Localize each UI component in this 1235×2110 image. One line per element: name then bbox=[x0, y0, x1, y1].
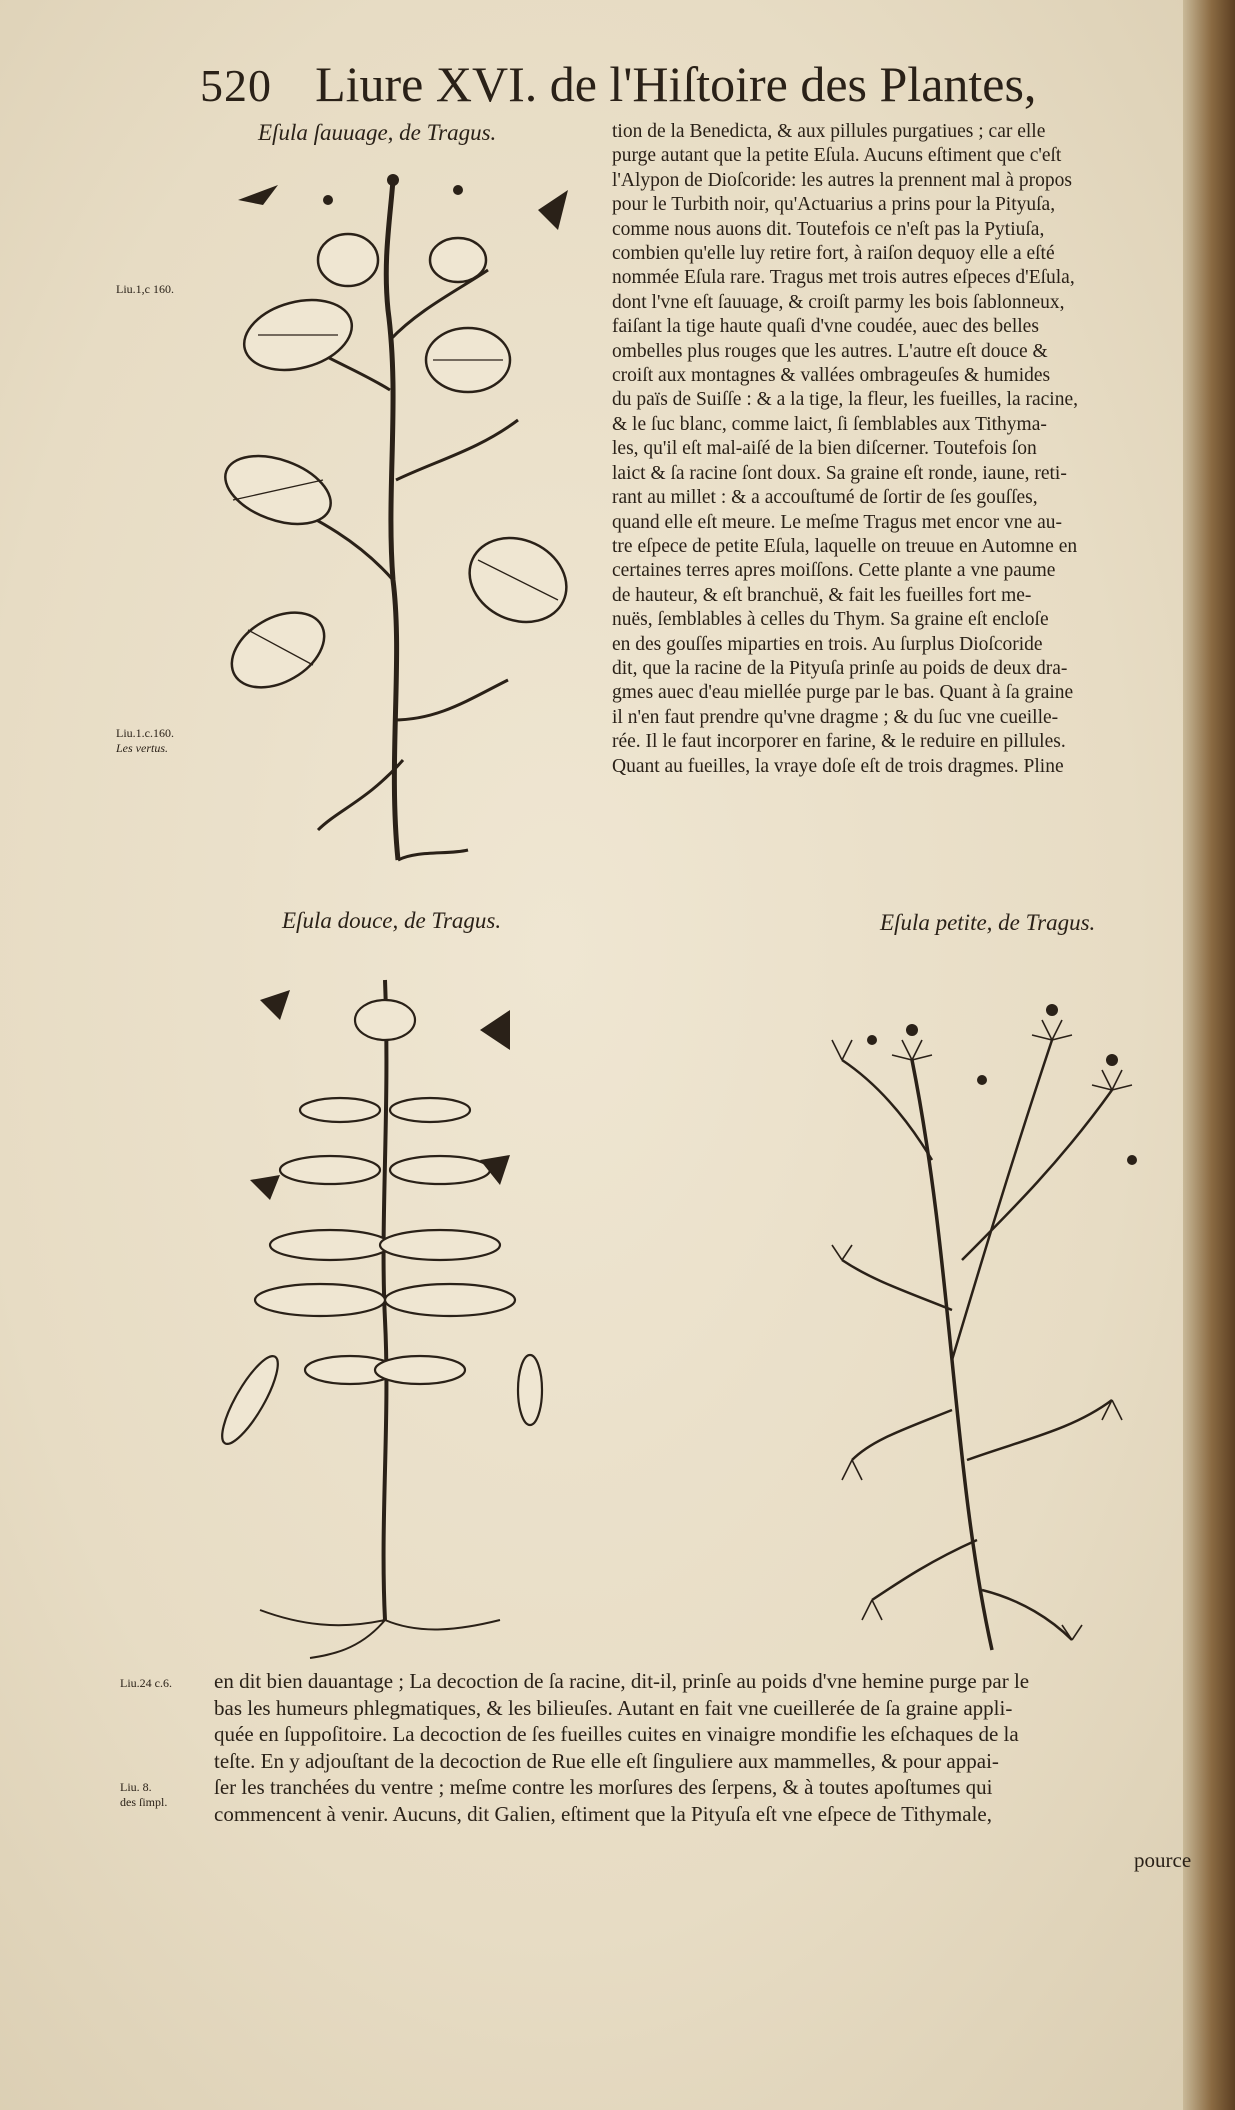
text-line: bas les humeurs phlegmatiques, & les bilieuſes. Autant en fait vne cueillerée de ſa graine appli- bbox=[214, 1695, 1013, 1720]
leaf bbox=[300, 1098, 380, 1122]
text-line: teſte. En y adjouſtant de la decoction de Rue elle eſt ſinguliere aux mammelles, & pour appai- bbox=[214, 1748, 999, 1773]
page-number: 520 bbox=[200, 60, 272, 111]
text-line: en dit bien dauantage ; La decoction de ſa racine, dit-il, prinſe au poids d'vne hemine purge par le bbox=[214, 1669, 1030, 1693]
text-line: Quant au fueilles, la vraye doſe eſt de trois dragmes. Pline bbox=[612, 755, 1064, 777]
text-line: rant au millet : & a accouſtumé de ſortir de ſes gouſſes, bbox=[612, 487, 1038, 509]
margin-note: Liu.24 c.6. bbox=[120, 1676, 172, 1690]
text-line: nuës, ſemblables à celles du Thym. Sa graine eſt encloſe bbox=[612, 609, 1049, 631]
text-line: en des gouſſes miparties en trois. Au ſurplus Dioſcoride bbox=[612, 633, 1043, 655]
running-title: Liure XVI. de l'Hiſtoire des Plantes, bbox=[315, 56, 1037, 112]
text-line: tion de la Benedicta, & aux pillules purgatiues ; car elle bbox=[612, 121, 1046, 142]
text-line: quand elle eſt meure. Le meſme Tragus met encor vne au- bbox=[612, 511, 1062, 533]
plant-illustration-1 bbox=[218, 160, 588, 870]
text-line: croiſt aux montagnes & vallées ombrageuſes & humides bbox=[612, 365, 1051, 387]
page-header bbox=[200, 55, 1036, 113]
insect bbox=[238, 185, 278, 205]
leaf bbox=[390, 1098, 470, 1122]
text-line: de hauteur, & eſt branchuë, & fait les fueilles fort me- bbox=[612, 584, 1032, 606]
margin-note: Liu.1.c.160. Les vertus. bbox=[116, 726, 174, 755]
text-line: du païs de Suiſſe : & a la tige, la fleur, les fueilles, la racine, bbox=[612, 389, 1078, 411]
insect bbox=[260, 990, 290, 1020]
text-line: commencent à venir. Aucuns, dit Galien, eſtiment que la Pityuſa eſt vne eſpece de Tithymale, bbox=[214, 1801, 992, 1826]
catchword: pource bbox=[1134, 1848, 1192, 1872]
text-line: certaines terres apres moiſſons. Cette plante a vne paume bbox=[612, 560, 1056, 582]
text-line: quée en ſuppoſitoire. La decoction de ſes fueilles cuites en vinaigre mondifie les eſchaques de la bbox=[214, 1722, 1019, 1746]
text-line: gmes auec d'eau miellée purge par le bas. Quant à ſa graine bbox=[612, 682, 1074, 704]
text-line: laict & ſa racine ſont doux. Sa graine eſt ronde, iaune, reti- bbox=[612, 462, 1067, 484]
margin-note: Liu.1,c 160. bbox=[116, 282, 174, 296]
plant-illustration-3 bbox=[812, 960, 1192, 1660]
woodcut-esula-petite bbox=[812, 960, 1192, 1660]
text-line: faiſant la tige haute quaſi d'vne coudée, auec des belles bbox=[612, 316, 1039, 338]
leaf bbox=[280, 1156, 380, 1184]
margin-note: Liu. 8. des ſimpl. bbox=[120, 1780, 168, 1809]
figure-caption-esula-sauuage: Eſula ſauuage, de Tragus. bbox=[258, 120, 497, 145]
text-line: les, qu'il eſt mal-aiſé de la bien diſcerner. Toutefois ſon bbox=[612, 438, 1037, 460]
text-line: dont l'vne eſt ſauuage, & croiſt parmy les bois ſablonneux, bbox=[612, 291, 1065, 313]
text-line: & le ſuc blanc, comme laict, ſi ſemblables aux Tithyma- bbox=[612, 413, 1047, 435]
leaf bbox=[385, 1284, 515, 1316]
insect bbox=[480, 1010, 510, 1050]
leaf bbox=[430, 238, 486, 282]
leaf bbox=[380, 1230, 500, 1260]
right-column-text bbox=[612, 120, 1172, 779]
plant-illustration-2 bbox=[220, 960, 550, 1660]
leaf bbox=[390, 1156, 490, 1184]
leaf bbox=[220, 1350, 287, 1451]
leaf bbox=[270, 1230, 390, 1260]
leaf bbox=[375, 1356, 465, 1384]
text-line: purge autant que la petite Eſula. Aucuns eſtiment que c'eſt bbox=[612, 145, 1062, 167]
insect bbox=[250, 1175, 280, 1200]
text-line: ſer les tranchées du ventre ; meſme contre les morſures des ſerpens, & à toutes apoſtumes qui bbox=[214, 1775, 993, 1799]
text-line: l'Alypon de Dioſcoride: les autres la prennent mal à propos bbox=[612, 169, 1073, 191]
plant-stem bbox=[386, 180, 398, 860]
text-line: rée. Il le faut incorporer en farine, & le reduire en pillules. bbox=[612, 731, 1066, 753]
text-line: ombelles plus rouges que les autres. L'autre eſt douce & bbox=[612, 340, 1048, 362]
leaf bbox=[255, 1284, 385, 1316]
leaf bbox=[318, 234, 378, 286]
text-line: nommée Eſula rare. Tragus met trois autres eſpeces d'Eſula, bbox=[612, 267, 1075, 289]
leaf bbox=[518, 1355, 542, 1425]
text-line: pour le Turbith noir, qu'Actuarius a prins pour la Pityuſa, bbox=[612, 194, 1056, 216]
text-line: comme nous auons dit. Toutefois ce n'eſt pas la Pytiuſa, bbox=[612, 218, 1045, 240]
text-line: dit, que la racine de la Pityuſa prinſe au poids de deux dra- bbox=[612, 657, 1068, 679]
leaf bbox=[219, 597, 338, 702]
figure-caption-esula-petite: Eſula petite, de Tragus. bbox=[880, 910, 1096, 935]
woodcut-esula-douce bbox=[220, 960, 550, 1660]
flower-cluster bbox=[355, 1000, 415, 1040]
woodcut-esula-sauuage bbox=[218, 160, 588, 870]
text-line: tre eſpece de petite Eſula, laquelle on treuue en Automne en bbox=[612, 535, 1078, 557]
text-line: combien qu'elle luy retire fort, à raiſon dequoy elle a eſté bbox=[612, 243, 1055, 265]
text-line: il n'en faut prendre qu'vne dragme ; & du ſuc vne cueille- bbox=[612, 706, 1059, 728]
insect bbox=[538, 190, 568, 230]
bottom-text bbox=[214, 1668, 1204, 1827]
figure-caption-esula-douce: Eſula douce, de Tragus. bbox=[282, 908, 502, 933]
